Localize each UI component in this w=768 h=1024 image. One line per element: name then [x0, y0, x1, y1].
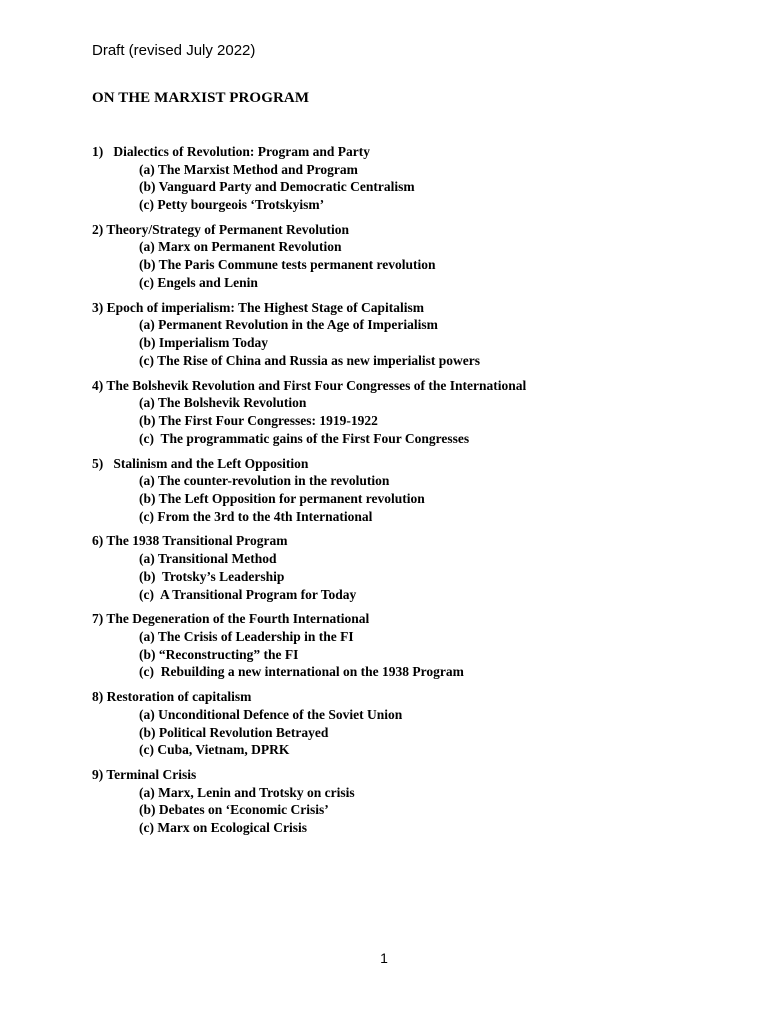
toc-section-7 [92, 610, 732, 681]
toc-section-title: 6) The 1938 Transitional Program [92, 533, 288, 549]
toc-subitem: (a) Unconditional Defence of the Soviet Union [139, 706, 403, 722]
toc-subitem: (a) The Crisis of Leadership in the FI [139, 628, 354, 644]
toc-subitem: (c) The programmatic gains of the First Four Congresses [139, 430, 470, 446]
toc-section-title: 2) Theory/Strategy of Permanent Revolution [92, 221, 349, 237]
toc-subitem: (c) Marx on Ecological Crisis [139, 820, 307, 836]
toc-section-title: 3) Epoch of imperialism: The Highest Stage of Capitalism [92, 299, 424, 315]
toc-subitem: (b) Trotsky’s Leadership [139, 568, 285, 584]
toc-subitem: (a) Permanent Revolution in the Age of Imperialism [139, 317, 438, 333]
toc-section-2 [92, 221, 732, 292]
toc-subitem: (c) Petty bourgeois ‘Trotskyism’ [139, 197, 325, 213]
toc-subitem: (c) A Transitional Program for Today [139, 586, 357, 602]
toc-subitem: (a) The Marxist Method and Program [139, 161, 358, 177]
toc-section-5 [92, 455, 732, 526]
toc-subitem: (c) Cuba, Vietnam, DPRK [139, 742, 290, 758]
toc-section-title: 1) Dialectics of Revolution: Program and Party [92, 144, 370, 159]
toc-section-1 [92, 143, 732, 214]
toc-subitem: (a) The counter-revolution in the revolution [139, 473, 390, 489]
toc-subitem: (a) The Bolshevik Revolution [139, 395, 307, 411]
toc-subitem: (a) Marx, Lenin and Trotsky on crisis [139, 784, 355, 800]
toc-section-title: 5) Stalinism and the Left Opposition [92, 455, 309, 471]
toc-section-title: 4) The Bolshevik Revolution and First Four Congresses of the International [92, 377, 527, 393]
toc-subitem: (c) Engels and Lenin [139, 274, 258, 290]
toc-section-9 [92, 766, 732, 837]
draft-note: Draft (revised July 2022) [92, 42, 256, 59]
toc-subitem: (c) Rebuilding a new international on the 1938 Program [139, 664, 464, 680]
toc-subitem: (b) Political Revolution Betrayed [139, 724, 329, 740]
table-of-contents [92, 143, 732, 844]
toc-subitem: (b) Imperialism Today [139, 335, 269, 351]
toc-section-title: 9) Terminal Crisis [92, 767, 197, 783]
toc-section-title: 7) The Degeneration of the Fourth International [92, 611, 370, 627]
toc-subitem: (b) “Reconstructing” the FI [139, 646, 299, 662]
toc-section-4 [92, 377, 732, 448]
toc-subitem: (a) Transitional Method [139, 550, 277, 566]
toc-subitem: (a) Marx on Permanent Revolution [139, 239, 342, 255]
toc-section-title: 8) Restoration of capitalism [92, 689, 252, 705]
page-number: 1 [380, 950, 388, 966]
toc-subitem: (b) Debates on ‘Economic Crisis’ [139, 802, 329, 818]
toc-section-8 [92, 688, 732, 759]
toc-subitem: (c) From the 3rd to the 4th International [139, 508, 373, 524]
toc-subitem: (b) The Left Opposition for permanent revolution [139, 490, 425, 506]
toc-section-6 [92, 532, 732, 603]
toc-subitem: (b) Vanguard Party and Democratic Centralism [139, 179, 415, 195]
toc-subitem: (b) The First Four Congresses: 1919-1922 [139, 412, 378, 428]
toc-subitem: (b) The Paris Commune tests permanent revolution [139, 257, 436, 273]
toc-section-3 [92, 299, 732, 370]
document-title: ON THE MARXIST PROGRAM [92, 90, 310, 106]
toc-subitem: (c) The Rise of China and Russia as new imperialist powers [139, 352, 481, 368]
